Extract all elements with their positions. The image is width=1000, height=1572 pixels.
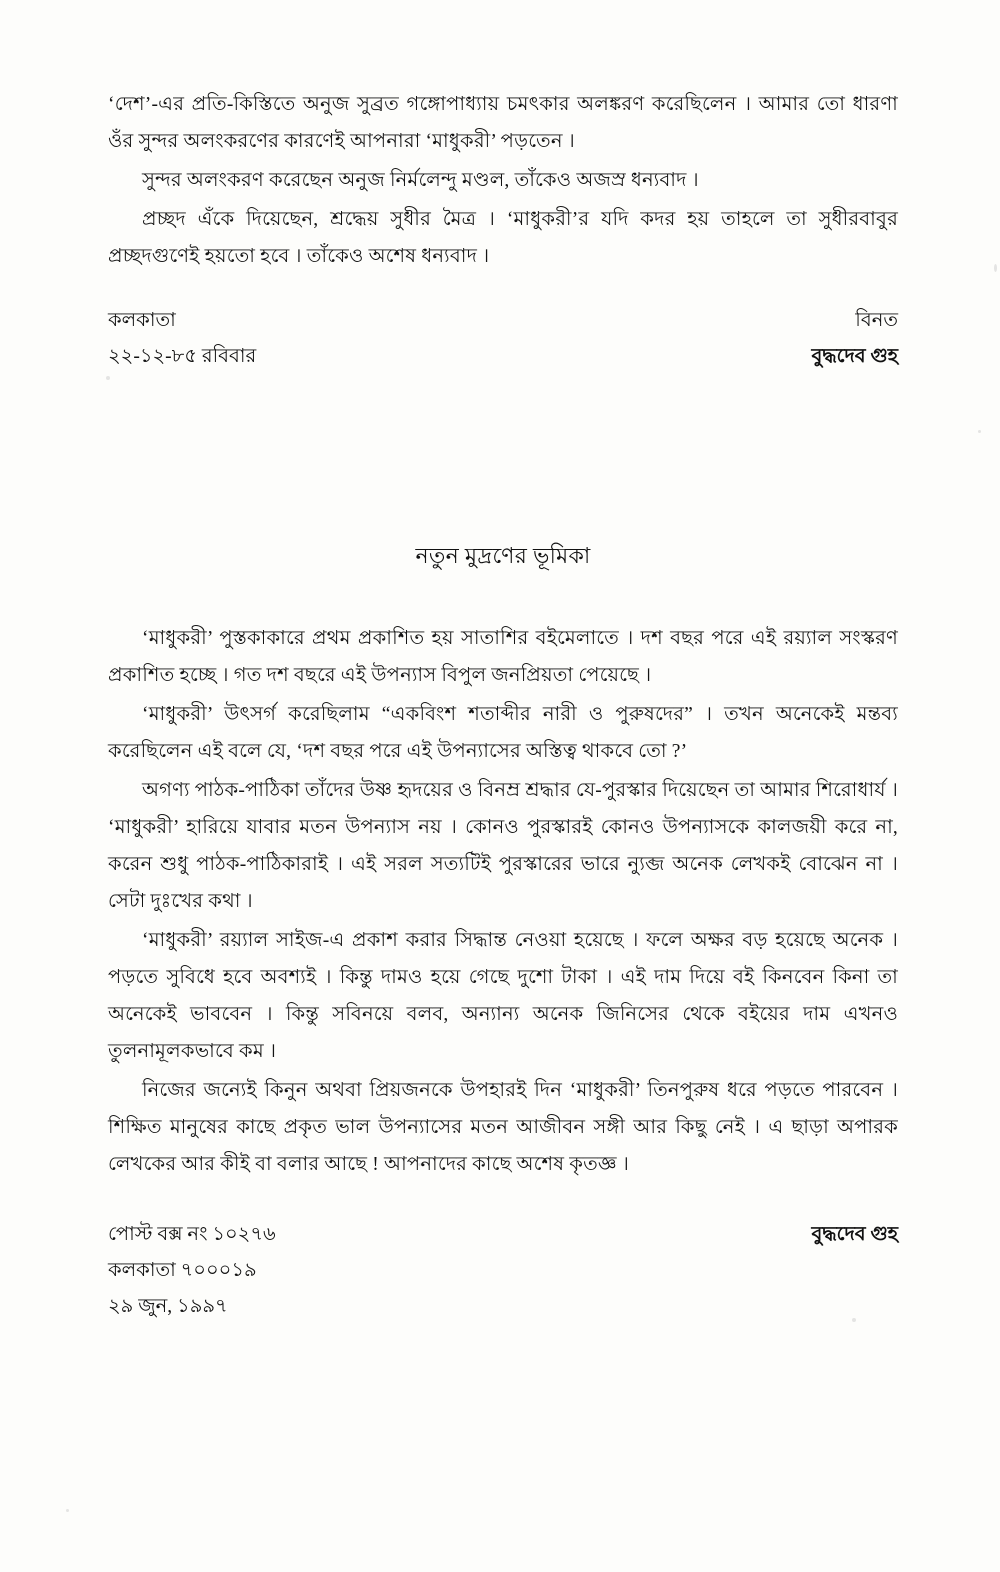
paper-speck <box>978 430 981 433</box>
section-gap <box>108 389 898 539</box>
paragraph: ‘মাধুকরী’ উৎসর্গ করেছিলাম “একবিংশ শতাব্দীর নারী ও পুরুষদের” । তখন অনেকেই মন্তব্য করেছিলেন এই বলে যে, ‘দশ বছর পরে এই উপন্যাসের অস্তিত্ব থাকবে তো ?’ <box>108 704 898 762</box>
signature-author-name: বুদ্ধদেব গুহ <box>811 346 898 367</box>
signature-block <box>108 303 898 389</box>
address-block <box>108 1217 898 1337</box>
paragraph: ‘দেশ’-এর প্রতি-কিস্তিতে অনুজ সুব্রত গঙ্গোপাধ্যায় চমৎকার অলঙ্করণ করেছিলেন । আমার তো ধারণা ওঁর সুন্দর অলংকরণের কারণেই আপনারা ‘মাধুকরী’ পড়তেন । <box>108 94 898 152</box>
signature-salutation: বিনত <box>855 310 898 331</box>
signature-name-block <box>811 303 898 375</box>
address-line-1: পোস্ট বক্স নং ১০২৭৬ <box>108 1224 276 1245</box>
signature-place: কলকাতা <box>108 310 176 331</box>
signature-place-date <box>108 303 256 375</box>
top-section <box>108 86 898 389</box>
author-signature <box>811 1217 898 1253</box>
paragraph: প্রচ্ছদ এঁকে দিয়েছেন, শ্রদ্ধেয় সুধীর মৈত্র । ‘মাধুকরী’র যদি কদর হয় তাহলে তা সুধীরবাবুর প্রচ্ছদগুণেই হয়তো হবে । তাঁকেও অশেষ ধন্যবাদ । <box>108 209 898 267</box>
title-gap <box>108 576 898 620</box>
address-date: ২৯ জুন, ১৯৯৭ <box>108 1296 228 1317</box>
postal-address <box>108 1217 276 1325</box>
paragraph: ‘মাধুকরী’ রয়্যাল সাইজ-এ প্রকাশ করার সিদ্ধান্ত নেওয়া হয়েছে । ফলে অক্ষর বড় হয়েছে অনেক । পড়তে সুবিধে হবে অবশ্যই । কিন্তু দামও হয়ে গেছে দুশো টাকা । এই দাম দিয়ে বই কিনবেন কিনা তা অনেকেই ভাববেন । কিন্তু সবিনয়ে বলব, অন্যান্য অনেক জিনিসের থেকে বইয়ের দাম এখনও তুলনামূলকভাবে কম । <box>108 930 898 1062</box>
paragraph: সুন্দর অলংকরণ করেছেন অনুজ নির্মলেন্দু মণ্ডল, তাঁকেও অজস্র ধন্যবাদ । <box>142 170 699 191</box>
signature-date: ২২-১২-৮৫ রবিবার <box>108 346 257 367</box>
document-body <box>108 86 898 1337</box>
paragraph: নিজের জন্যেই কিনুন অথবা প্রিয়জনকে উপহারই দিন ‘মাধুকরী’ তিনপুরুষ ধরে পড়তে পারবেন । শিক্ষিত মানুষের কাছে প্রকৃত ভাল উপন্যাসের মতন আজীবন সঙ্গী আর কিছু নেই । এ ছাড়া অপারক লেখকের আর কীই বা বলার আছে ! আপনাদের কাছে অশেষ কৃতজ্ঞ । <box>108 1080 898 1175</box>
paper-speck <box>66 1509 69 1512</box>
author-name: বুদ্ধদেব গুহ <box>811 1224 898 1245</box>
paragraph: ‘মাধুকরী’ পুস্তকাকারে প্রথম প্রকাশিত হয় সাতাশির বইমেলাতে । দশ বছর পরে এই রয়্যাল সংস্করণ প্রকাশিত হচ্ছে । গত দশ বছরে এই উপন্যাস বিপুল জনপ্রিয়তা পেয়েছে । <box>108 628 898 686</box>
second-section <box>108 539 898 1337</box>
paragraph: অগণ্য পাঠক-পাঠিকা তাঁদের উষ্ণ হৃদয়ের ও বিনম্র শ্রদ্ধার যে-পুরস্কার দিয়েছেন তা আমার শিরোধার্য । ‘মাধুকরী’ হারিয়ে যাবার মতন উপন্যাস নয় । কোনও পুরস্কারই কোনও উপন্যাসকে কালজয়ী করে না, করেন শুধু পাঠক-পাঠিকারাই । এই সরল সত্যটিই পুরস্কারের ভারে ন্যুব্জ অনেক লেখকই বোঝেন না । সেটা দুঃখের কথা । <box>108 780 898 912</box>
section-title: নতুন মুদ্রণের ভূমিকা <box>415 543 591 568</box>
address-line-2: কলকাতা ৭০০০১৯ <box>108 1260 257 1281</box>
paper-speck <box>994 264 997 272</box>
